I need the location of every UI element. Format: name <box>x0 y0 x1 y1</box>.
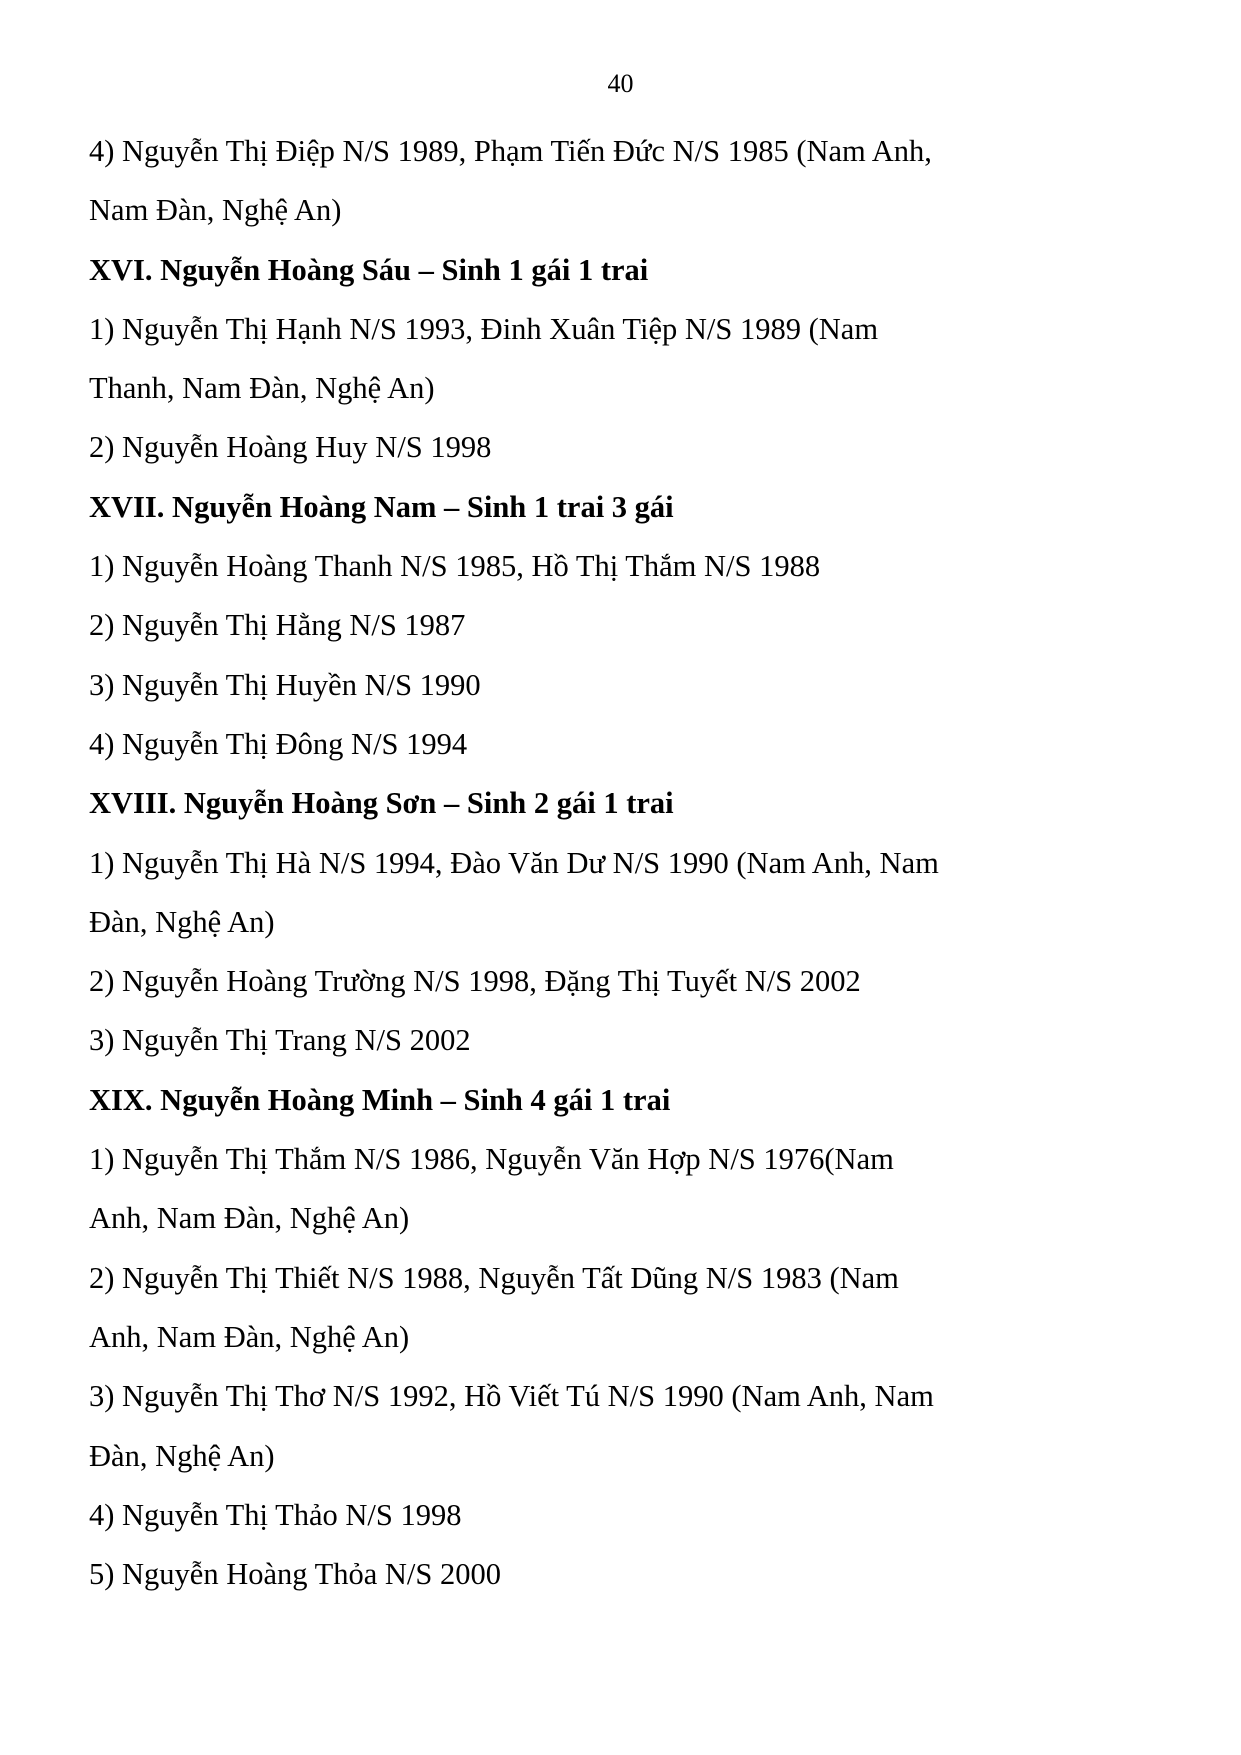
text-line: Anh, Nam Đàn, Nghệ An) <box>89 1319 410 1354</box>
section-heading: XIX. Nguyễn Hoàng Minh – Sinh 4 gái 1 trai <box>89 1082 671 1117</box>
text-line: 2) Nguyễn Hoàng Trường N/S 1998, Đặng Thị Tuyết N/S 2002 <box>89 964 861 999</box>
text-line: 4) Nguyễn Thị Đông N/S 1994 <box>89 726 468 761</box>
section-heading: XVII. Nguyễn Hoàng Nam – Sinh 1 trai 3 gái <box>89 489 674 524</box>
text-line: Nam Đàn, Nghệ An) <box>89 193 342 228</box>
text-line: 1) Nguyễn Thị Hạnh N/S 1993, Đinh Xuân Tiệp N/S 1989 (Nam <box>89 311 879 346</box>
page-number: 40 <box>607 69 634 98</box>
text-line: 4) Nguyễn Thị Điệp N/S 1989, Phạm Tiến Đức N/S 1985 (Nam Anh, <box>89 134 932 168</box>
text-line: 5) Nguyễn Hoàng Thỏa N/S 2000 <box>89 1557 501 1592</box>
text-line: Anh, Nam Đàn, Nghệ An) <box>89 1201 410 1236</box>
document-body <box>89 122 1049 1604</box>
text-line: 2) Nguyễn Thị Hằng N/S 1987 <box>89 608 466 643</box>
section-heading: XVI. Nguyễn Hoàng Sáu – Sinh 1 gái 1 trai <box>89 252 649 287</box>
text-line: 2) Nguyễn Hoàng Huy N/S 1998 <box>89 430 492 465</box>
text-line: 4) Nguyễn Thị Thảo N/S 1998 <box>89 1497 462 1532</box>
text-line: 1) Nguyễn Thị Hà N/S 1994, Đào Văn Dư N/S 1990 (Nam Anh, Nam <box>89 845 939 880</box>
text-line: 2) Nguyễn Thị Thiết N/S 1988, Nguyễn Tất Dũng N/S 1983 (Nam <box>89 1260 899 1295</box>
section-heading: XVIII. Nguyễn Hoàng Sơn – Sinh 2 gái 1 trai <box>89 786 674 821</box>
text-line: 3) Nguyễn Thị Trang N/S 2002 <box>89 1023 471 1058</box>
text-line: Thanh, Nam Đàn, Nghệ An) <box>89 371 435 406</box>
text-line: 1) Nguyễn Hoàng Thanh N/S 1985, Hồ Thị Thắm N/S 1988 <box>89 549 821 584</box>
text-line: 3) Nguyễn Thị Huyền N/S 1990 <box>89 667 481 702</box>
text-line: Đàn, Nghệ An) <box>89 904 275 939</box>
text-line: Đàn, Nghệ An) <box>89 1438 275 1473</box>
text-line: 1) Nguyễn Thị Thắm N/S 1986, Nguyễn Văn Hợp N/S 1976(Nam <box>89 1142 894 1177</box>
text-line: 3) Nguyễn Thị Thơ N/S 1992, Hồ Viết Tú N/S 1990 (Nam Anh, Nam <box>89 1379 934 1414</box>
